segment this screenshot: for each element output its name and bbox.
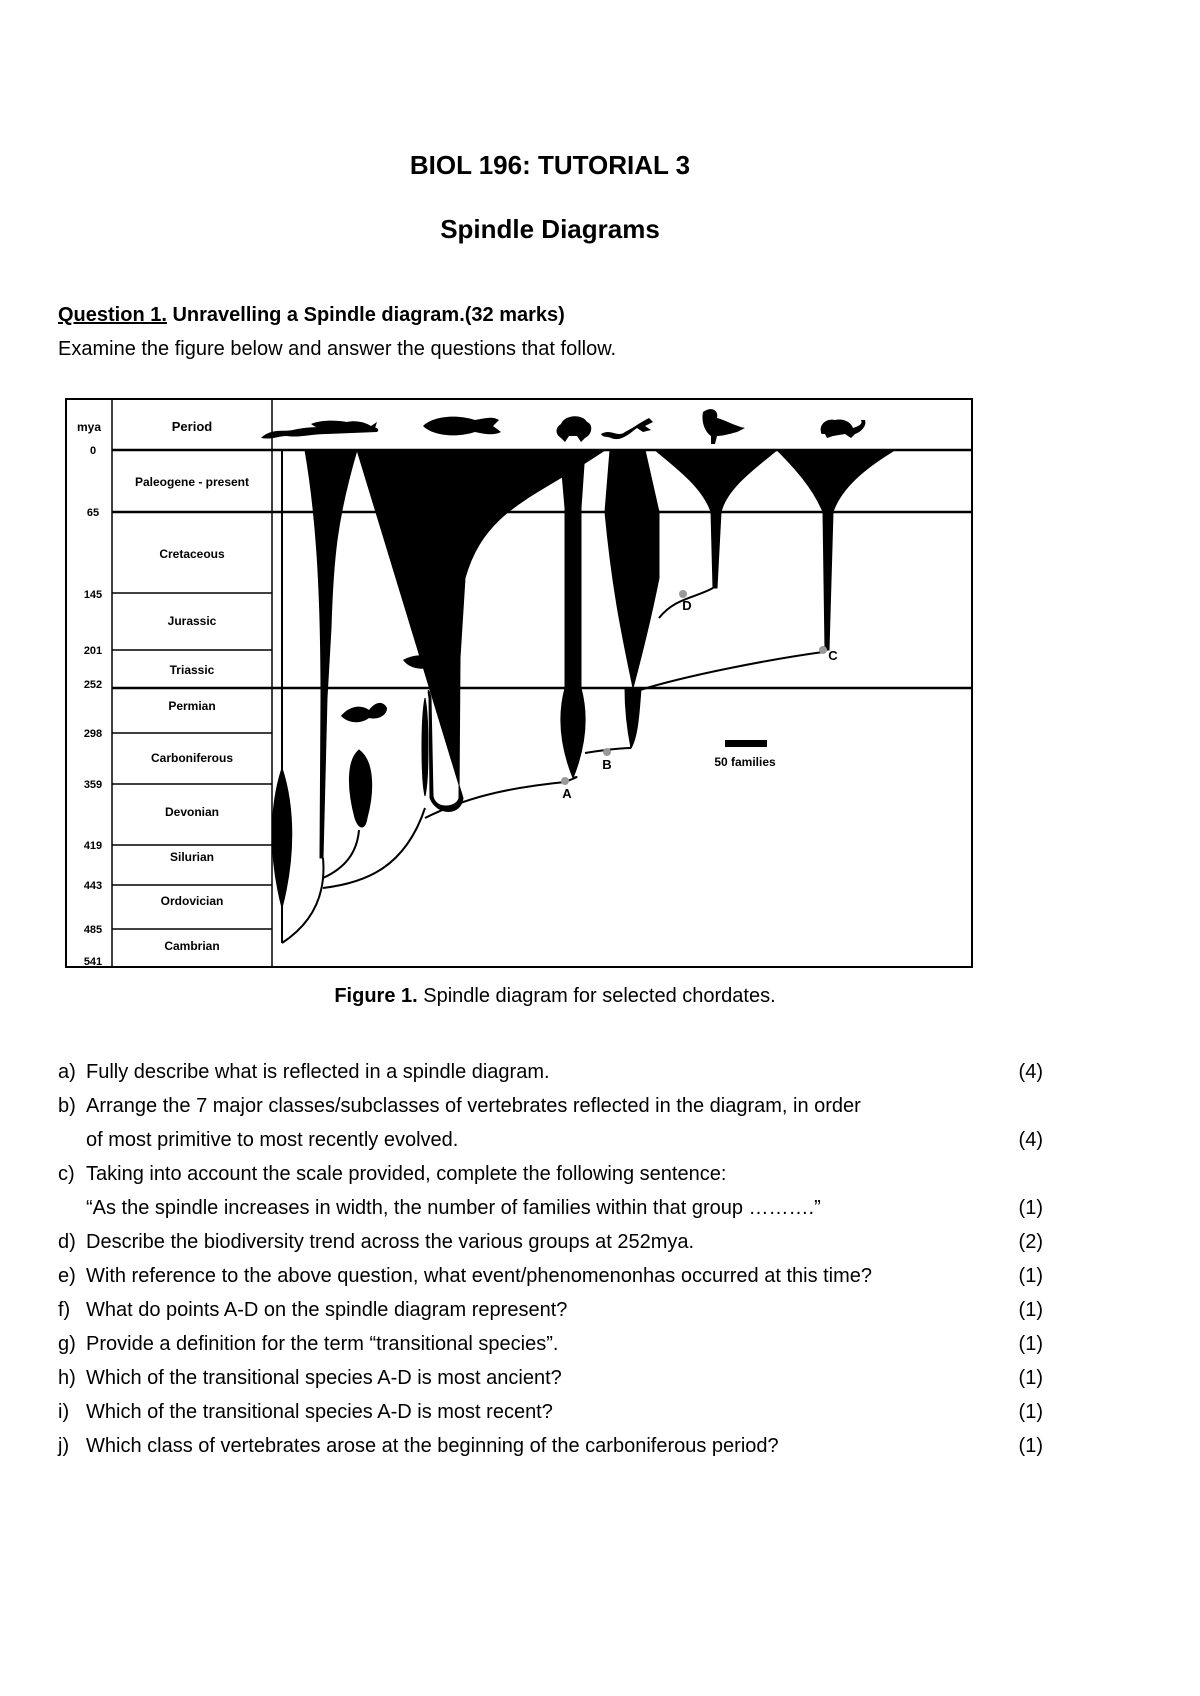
list-item (58, 1089, 1043, 1123)
period-label: Devonian (164, 805, 220, 819)
question-letter: b) (58, 1095, 76, 1117)
mya-tick: 65 (86, 507, 100, 519)
question-text: With reference to the above question, what event/phenomenonhas occurred at this time? (86, 1265, 873, 1287)
point-c-label: C (828, 648, 838, 663)
question-mark: (1) (1018, 1435, 1043, 1457)
mya-tick: 443 (83, 880, 103, 892)
figure-caption (0, 985, 1110, 1008)
mya-tick: 0 (89, 445, 97, 457)
period-label: Cretaceous (159, 547, 225, 561)
question-text: Which class of vertebrates arose at the beginning of the carboniferous period? (86, 1435, 779, 1457)
question-heading (58, 304, 565, 327)
question-list (58, 1055, 1043, 1463)
period-label: Silurian (169, 850, 215, 864)
question-text: What do points A-D on the spindle diagram represent? (86, 1299, 568, 1321)
point-d-marker (679, 590, 687, 598)
spindle-bird (655, 450, 777, 588)
question-letter: e) (58, 1265, 76, 1287)
list-item (58, 1327, 1043, 1361)
period-label: Cambrian (164, 939, 220, 953)
spindle-mammal (777, 450, 895, 650)
point-a-label: A (562, 786, 572, 801)
period-label: Carboniferous (150, 751, 234, 765)
question-letter: j) (58, 1435, 70, 1457)
question-mark: (1) (1018, 1333, 1043, 1355)
bird-icon (702, 409, 745, 444)
question-mark: (1) (1018, 1265, 1043, 1287)
question-letter: d) (58, 1231, 76, 1253)
point-c-marker (819, 646, 827, 654)
mya-tick: 298 (83, 728, 103, 740)
point-b-marker (603, 748, 611, 756)
question-mark: (1) (1018, 1197, 1043, 1219)
spindle-amphibian (560, 450, 585, 778)
period-header: Period (171, 419, 213, 434)
period-label: Paleogene - present (134, 475, 250, 489)
document-title: BIOL 196: TUTORIAL 3 (409, 150, 691, 180)
transition-points (561, 590, 838, 801)
question-instruction: Examine the figure below and answer the questions that follow. (58, 338, 617, 360)
period-label: Jurassic (167, 614, 217, 628)
scale-label: 50 families (714, 755, 776, 769)
document-subtitle: Spindle Diagrams (440, 214, 660, 244)
question-number: Question 1. (58, 304, 167, 326)
list-item (58, 1225, 1043, 1259)
question-text: of most primitive to most recently evolved. (86, 1129, 459, 1151)
question-text: Which of the transitional species A-D is most recent? (86, 1401, 553, 1423)
mya-tick: 145 (83, 589, 103, 601)
spindle-placoderm (349, 750, 371, 827)
mya-tick: 252 (83, 679, 103, 691)
mammal-icon (821, 419, 866, 438)
question-text: Taking into account the scale provided, complete the following sentence: (86, 1163, 727, 1185)
list-item (58, 1395, 1043, 1429)
point-b-label: B (602, 757, 612, 772)
placoderm-icon (341, 703, 387, 722)
mya-tick: 485 (83, 924, 103, 936)
mya-axis (84, 445, 102, 968)
frog-icon (557, 416, 592, 442)
question-text: Arrange the 7 major classes/subclasses of vertebrates reflected in the diagram, in order (86, 1095, 861, 1117)
scale-bar (725, 740, 767, 747)
list-item (58, 1429, 1043, 1463)
question-letter: g) (58, 1333, 76, 1355)
list-item (58, 1157, 1043, 1191)
period-column (135, 475, 249, 953)
spindle-reptile (605, 450, 659, 688)
question-text: Describe the biodiversity trend across the various groups at 252mya. (86, 1231, 695, 1253)
caption-label: Figure 1. (334, 985, 418, 1007)
question-text: “As the spindle increases in width, the number of families within that group ……….” (86, 1197, 821, 1219)
period-label: Permian (168, 699, 216, 713)
question-letter: a) (58, 1061, 76, 1083)
list-item (58, 1293, 1043, 1327)
mya-tick: 419 (83, 840, 103, 852)
spindles (272, 450, 895, 943)
mya-tick: 359 (83, 779, 103, 791)
question-text: Which of the transitional species A-D is most ancient? (86, 1367, 562, 1389)
period-boundaries (112, 450, 972, 929)
mya-tick: 201 (83, 645, 103, 657)
period-label: Triassic (169, 663, 215, 677)
point-a-marker (561, 777, 569, 785)
question-letter: i) (58, 1401, 70, 1423)
spindle-bony-fish-base (422, 698, 428, 796)
bony-fish-icon (423, 417, 501, 436)
list-item (58, 1361, 1043, 1395)
spindle-ostracoderm (272, 768, 292, 908)
list-item (58, 1259, 1043, 1293)
question-title: Unravelling a Spindle diagram.(32 marks) (166, 304, 565, 326)
question-text: Provide a definition for the term “transitional species”. (86, 1333, 559, 1355)
mya-tick: 541 (83, 956, 103, 968)
lizard-icon (601, 418, 653, 439)
point-d-label: D (682, 598, 692, 613)
list-item (58, 1123, 1043, 1157)
spindle-diagram-figure (65, 398, 985, 970)
question-mark: (1) (1018, 1299, 1043, 1321)
question-letter: c) (58, 1163, 75, 1185)
question-mark: (1) (1018, 1401, 1043, 1423)
question-mark: (4) (1018, 1129, 1043, 1151)
period-label: Ordovician (160, 894, 224, 908)
caption-text: Spindle diagram for selected chordates. (417, 985, 776, 1007)
question-mark: (2) (1018, 1231, 1043, 1253)
mya-header: mya (76, 420, 102, 434)
question-letter: h) (58, 1367, 76, 1389)
list-item (58, 1191, 1043, 1225)
question-letter: f) (58, 1299, 71, 1321)
question-mark: (1) (1018, 1367, 1043, 1389)
question-mark: (4) (1018, 1061, 1043, 1083)
question-text: Fully describe what is reflected in a spindle diagram. (86, 1061, 550, 1083)
list-item (58, 1055, 1043, 1089)
